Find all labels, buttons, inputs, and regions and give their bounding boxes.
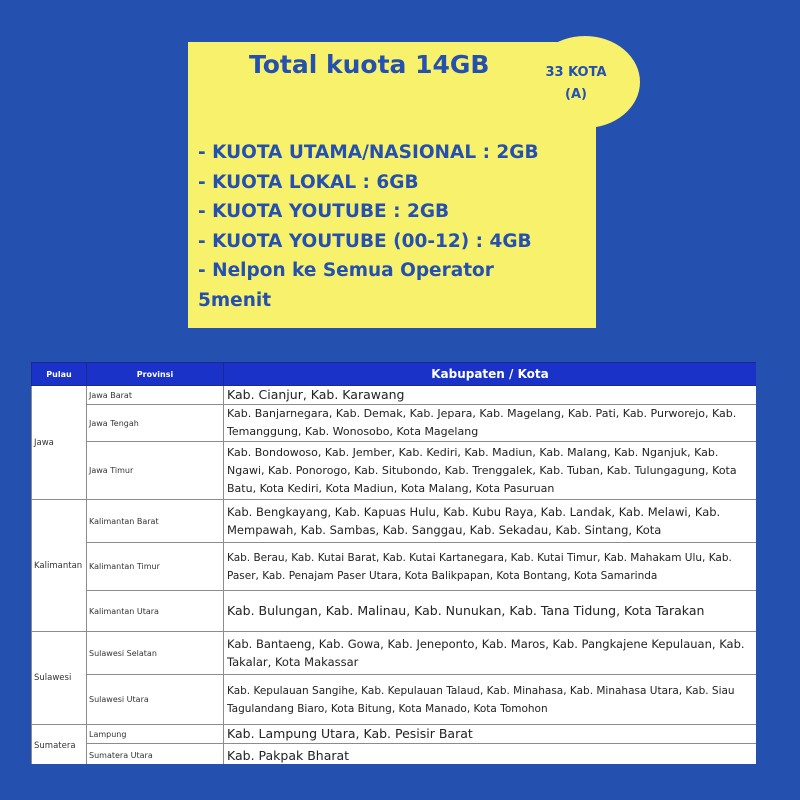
- promo-title: Total kuota 14GB: [249, 50, 490, 79]
- quota-item-youtube-night: - KUOTA YOUTUBE (00-12) : 4GB: [198, 230, 532, 252]
- province-cell: Sulawesi Selatan: [87, 632, 224, 675]
- table-row: [32, 442, 757, 500]
- table-row: [32, 632, 757, 675]
- quota-item-national: - KUOTA UTAMA/NASIONAL : 2GB: [198, 142, 539, 163]
- province-cell: Kalimantan Barat: [87, 500, 224, 543]
- table-row: [32, 725, 757, 744]
- quota-item-youtube: - KUOTA YOUTUBE : 2GB: [198, 201, 450, 222]
- regency-cell: Kab. Bantaeng, Kab. Gowa, Kab. Jeneponto, Kab. Maros, Kab. Pangkajene Kepulauan, Kab. Takalar, Kota Makassar: [224, 632, 757, 675]
- quota-item-calls: - Nelpon ke Semua Operator: [198, 260, 494, 281]
- regency-cell: Kab. Bengkayang, Kab. Kapuas Hulu, Kab. Kubu Raya, Kab. Landak, Kab. Melawi, Kab. Mempawah, Kab. Sambas, Kab. Sanggau, Kab. Sekadau, Kab. Sintang, Kota: [224, 500, 757, 543]
- table-header-row: [32, 363, 757, 386]
- regency-cell: Kab. Kepulauan Sangihe, Kab. Kepulauan Talaud, Kab. Minahasa, Kab. Minahasa Utara, Kab. Siau Tagulandang Biaro, Kota Bitung, Kota Manado, Kota Tomohon: [224, 675, 757, 725]
- regency-cell: Kab. Banjarnegara, Kab. Demak, Kab. Jepara, Kab. Magelang, Kab. Pati, Kab. Purworejo, Kab. Temanggung, Kab. Wonosobo, Kota Magelang: [224, 405, 757, 442]
- city-count-group: (A): [565, 87, 587, 102]
- table-row: [32, 744, 757, 765]
- table-row: [32, 675, 757, 725]
- island-cell-sulawesi: Sulawesi: [32, 632, 87, 725]
- table-row: [32, 405, 757, 442]
- regency-cell: Kab. Bulungan, Kab. Malinau, Kab. Nunukan, Kab. Tana Tidung, Kota Tarakan: [224, 591, 757, 632]
- regency-cell: Kab. Lampung Utara, Kab. Pesisir Barat: [224, 725, 757, 744]
- province-cell: Sumatera Utara: [87, 744, 224, 765]
- header-provinsi: Provinsi: [87, 363, 224, 386]
- province-cell: Lampung: [87, 725, 224, 744]
- province-cell: Jawa Timur: [87, 442, 224, 500]
- quota-item-local: - KUOTA LOKAL : 6GB: [198, 171, 419, 193]
- regency-cell: Kab. Cianjur, Kab. Karawang: [224, 386, 757, 405]
- header-pulau: Pulau: [32, 363, 87, 386]
- table-row: [32, 500, 757, 543]
- quota-list: [198, 138, 539, 315]
- province-cell: Jawa Barat: [87, 386, 224, 405]
- island-cell-kalimantan: Kalimantan: [32, 500, 87, 632]
- table-row: [32, 591, 757, 632]
- city-count-badge: [538, 62, 614, 106]
- regency-cell: Kab. Berau, Kab. Kutai Barat, Kab. Kutai Kartanegara, Kab. Kutai Timur, Kab. Mahakam Ulu, Kab. Paser, Kab. Penajam Paser Utara, Kota Balikpapan, Kota Bontang, Kota Samarinda: [224, 543, 757, 591]
- city-count-label: 33 KOTA: [545, 65, 607, 80]
- table-row: [32, 543, 757, 591]
- regency-cell: Kab. Pakpak Bharat: [224, 744, 757, 765]
- province-cell: Sulawesi Utara: [87, 675, 224, 725]
- quota-item-calls-minutes: 5menit: [198, 289, 272, 311]
- island-cell-jawa: Jawa: [32, 386, 87, 500]
- province-cell: Kalimantan Timur: [87, 543, 224, 591]
- table-row: [32, 386, 757, 405]
- coverage-table: [31, 362, 756, 764]
- regency-cell: Kab. Bondowoso, Kab. Jember, Kab. Kediri, Kab. Madiun, Kab. Malang, Kab. Nganjuk, Kab. Ngawi, Kab. Ponorogo, Kab. Situbondo, Kab. Trenggalek, Kab. Tuban, Kab. Tulungagung, Kota Batu, Kota Kediri, Kota Madiun, Kota Malang, Kota Pasuruan: [224, 442, 757, 500]
- island-cell-sumatera: Sumatera: [32, 725, 87, 765]
- province-cell: Jawa Tengah: [87, 405, 224, 442]
- province-cell: Kalimantan Utara: [87, 591, 224, 632]
- header-kabupaten-kota: Kabupaten / Kota: [224, 363, 757, 386]
- coverage-table-container: [31, 362, 756, 764]
